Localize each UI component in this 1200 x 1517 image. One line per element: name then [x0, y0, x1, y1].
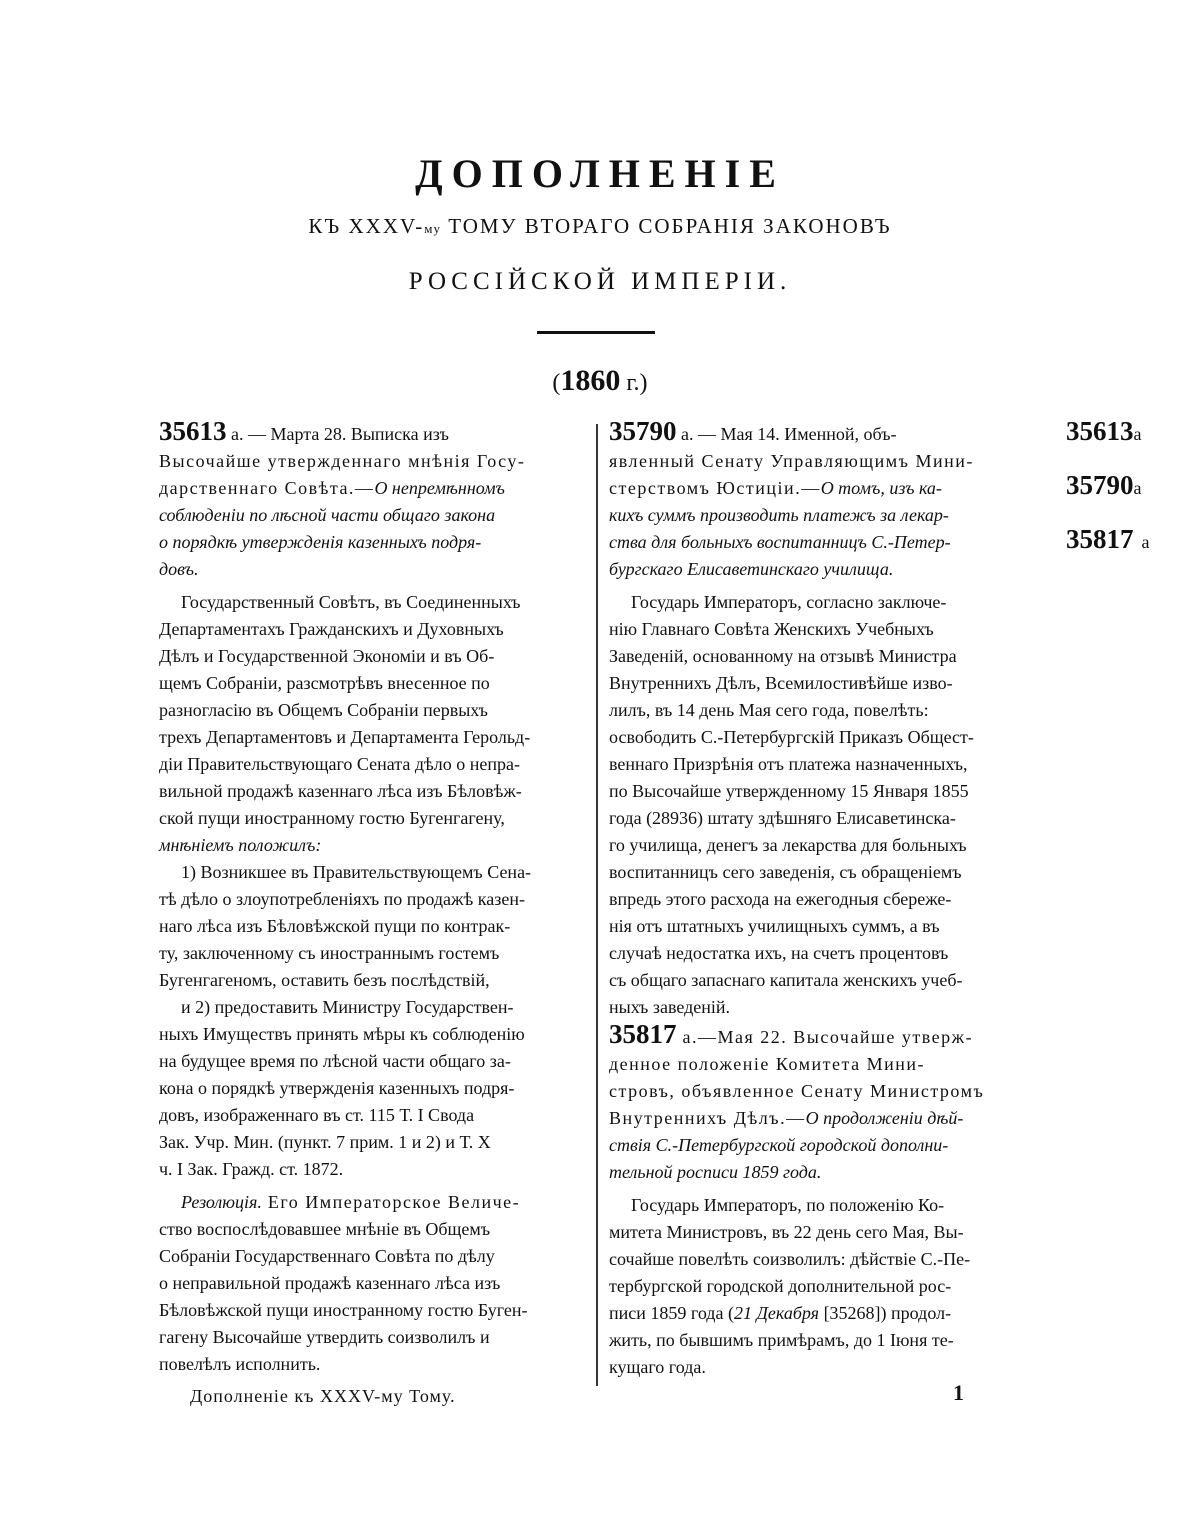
document-subtitle-empire: РОССІЙСКОЙ ИМПЕРІИ. — [408, 268, 792, 295]
column-divider — [596, 424, 598, 1386]
margin-number-35790 — [1066, 470, 1142, 501]
entry-35613-line-3 — [159, 475, 585, 502]
para-line: наго лѣса изъ Бѣловѣжской пущи по контрак- — [159, 916, 511, 936]
para-line: ныхъ Имуществъ принять мѣры къ соблюденію — [159, 1024, 525, 1044]
entry-35790-line-4: кихъ суммъ производить платежъ за лекар- — [609, 505, 949, 525]
para-line: сочайше повелѣть соизволилъ: дѣйствіе С.-Пе- — [609, 1249, 971, 1269]
para-line: веннаго Призрѣнія отъ платежа назначенныхъ, — [609, 754, 968, 774]
para-line: и 2) предоставить Министру Государствен- — [181, 997, 514, 1017]
entry-35613-line-5: о порядкѣ утвержденія казенныхъ подря- — [159, 532, 482, 552]
entry-35613-line-6: довъ. — [159, 559, 199, 579]
para-line: воспитанницъ сего заведенія, съ обращеніемъ — [609, 862, 962, 882]
para-line — [609, 1300, 1060, 1327]
para-line-last: кущаго года. — [609, 1357, 706, 1377]
para-line: о неправильной продажѣ казеннаго лѣса изъ — [159, 1273, 501, 1293]
resolution-label: Резолюція. — [181, 1192, 262, 1212]
para-line: нія отъ штатныхъ училищныхъ суммъ, а въ — [609, 916, 940, 936]
para-line: кона о порядкѣ утвержденія казенныхъ подря- — [159, 1078, 515, 1098]
para-line: на будущее время по лѣсной части общаго за- — [159, 1051, 511, 1071]
para-line: Собраніи Государственнаго Совѣта по дѣлу — [159, 1246, 495, 1266]
entry-subject-text: О непремѣнномъ — [374, 478, 505, 498]
entry-number: 35613 — [159, 416, 227, 446]
para-line: вильной продажѣ казеннаго лѣса изъ Бѣловѣж- — [159, 781, 522, 801]
entry-35817-line-5: ствія С.-Петербургской городской дополни- — [609, 1135, 949, 1155]
para-line: разногласію въ Общемъ Собраніи первыхъ — [159, 700, 488, 720]
para-line: Государь Императоръ, согласно заключе- — [631, 592, 947, 612]
para-line: жить, по бывшимъ примѣрамъ, до 1 Іюня те- — [609, 1330, 954, 1350]
document-subtitle — [0, 214, 1200, 239]
para-line-last: мнѣніемъ положилъ: — [159, 835, 322, 855]
para-line: освободить С.-Петербургскій Приказъ Общест- — [609, 727, 974, 747]
margin-number-suffix: а — [1141, 532, 1150, 552]
margin-number-35613 — [1066, 416, 1142, 447]
para-line: 1) Возникшее въ Правительствующемъ Сена- — [181, 862, 532, 882]
subtitle-pre: КЪ XXXV- — [308, 214, 425, 238]
para-line: довъ, изображеннаго въ ст. 115 Т. I Свода — [159, 1105, 475, 1125]
entry-heading-text: а. — Марта 28. Выписка изъ — [226, 424, 449, 444]
title-rule — [537, 331, 655, 334]
subtitle-small: му — [424, 221, 441, 236]
year-close: г.) — [620, 370, 648, 396]
para-line-last: ныхъ заведеній. — [609, 997, 731, 1017]
margin-number-value: 35613 — [1066, 416, 1134, 446]
para-line: тербургской городской дополнительной рос- — [609, 1276, 952, 1296]
entry-subject-text: О продолженіи дѣй- — [805, 1108, 964, 1128]
margin-number-value: 35790 — [1066, 470, 1134, 500]
entry-35817-line-6: тельной росписи 1859 года. — [609, 1162, 822, 1182]
entry-35817-line-4 — [609, 1105, 1060, 1132]
subtitle-post: ТОМУ ВТОРАГО СОБРАНІЯ ЗАКОНОВЪ — [440, 214, 892, 238]
margin-number-suffix: а — [1133, 424, 1142, 444]
entry-heading-text: дарственнаго Совѣта.— — [159, 478, 375, 498]
entry-35613-line-1 — [159, 418, 585, 448]
para-line: съ общаго запаснаго капитала женскихъ учеб- — [609, 970, 963, 990]
entry-35613-line-2: Высочайше утвержденнаго мнѣнія Госу- — [159, 451, 526, 471]
para-line: Зак. Учр. Мин. (пункт. 7 прим. 1 и 2) и Т. X — [159, 1132, 491, 1152]
entry-35790-line-5: ства для больныхъ воспитанницъ С.-Петер- — [609, 532, 951, 552]
para-line: Департаментахъ Гражданскихъ и Духовныхъ — [159, 619, 504, 639]
para-text: [35268]) продол- — [819, 1303, 952, 1323]
para-line: ту, заключенному съ иностраннымъ гостемъ — [159, 943, 500, 963]
para-text: писи 1859 года ( — [609, 1303, 734, 1323]
para-line: щемъ Собраніи, разсмотрѣвъ внесенное по — [159, 673, 490, 693]
margin-number-suffix: а — [1133, 478, 1142, 498]
para-line-last: Бугенгагеномъ, оставить безъ послѣдствій, — [159, 970, 490, 990]
page-number: 1 — [953, 1380, 964, 1405]
entry-heading-text: а. — Мая 14. Именной, объ- — [676, 424, 897, 444]
entry-35613-line-4: соблюденіи по лѣсной части общаго закона — [159, 505, 496, 525]
para-line: трехъ Департаментовъ и Департамента Герольд- — [159, 727, 531, 747]
para-line: Государь Императоръ, по положенію Ко- — [631, 1195, 945, 1215]
para-line: Государственный Совѣтъ, въ Соединенныхъ — [181, 592, 521, 612]
entry-number: 35790 — [609, 416, 677, 446]
entry-35790-line-6: бургскаго Елисаветинскаго училища. — [609, 559, 894, 579]
para-line: ской пущи иностранному гостю Бугенгагену, — [159, 808, 505, 828]
para-line-last: повелѣлъ исполнить. — [159, 1354, 321, 1374]
para-line: нію Главнаго Совѣта Женскихъ Учебныхъ — [609, 619, 934, 639]
entry-35790-line-3 — [609, 475, 1060, 502]
resolution-text: Его Императорское Величе- — [261, 1192, 521, 1212]
entry-35817-line-2: денное положеніе Комитета Мини- — [609, 1054, 925, 1074]
resolution-line-1 — [159, 1189, 585, 1216]
entry-35790-line-1 — [609, 418, 1060, 448]
document-title: ДОПОЛНЕНІЕ — [415, 151, 785, 196]
para-line: Заведеній, основанному на отзывѣ Министра — [609, 646, 957, 666]
para-line: го училища, денегъ за лекарства для больныхъ — [609, 835, 967, 855]
margin-number-35817 — [1066, 524, 1150, 555]
entry-35790-line-2: явленный Сенату Управляющимъ Мини- — [609, 451, 974, 471]
entry-heading-text: стерствомъ Юстиціи.— — [609, 478, 821, 498]
para-line: ство воспослѣдовавшее мнѣніе въ Общемъ — [159, 1219, 491, 1239]
para-line: по Высочайше утвержденному 15 Января 1855 — [609, 781, 969, 801]
para-line: Бѣловѣжской пущи иностранному гостю Буген- — [159, 1300, 528, 1320]
year-heading — [0, 364, 1200, 398]
para-line-last: ч. I Зак. Гражд. ст. 1872. — [159, 1159, 344, 1179]
left-column — [159, 418, 585, 1378]
para-line: случаѣ недостатка ихъ, на счетъ процентовъ — [609, 943, 949, 963]
entry-heading-text: а.—Мая 22. Высочайше утверж- — [676, 1027, 974, 1047]
year-number: 1860 — [560, 364, 621, 397]
para-line: Дѣлъ и Государственной Экономіи и въ Об- — [159, 646, 495, 666]
para-line: впредь этого расхода на ежегодныя сбереже- — [609, 889, 952, 909]
entry-35817-line-1 — [609, 1021, 1060, 1051]
para-line: Внутреннихъ Дѣлъ, Всемилостивѣйше изво- — [609, 673, 953, 693]
para-line: лилъ, въ 14 день Мая сего года, повелѣть: — [609, 700, 929, 720]
para-line: года (28936) штату здѣшняго Елисаветинска- — [609, 808, 956, 828]
entry-35817-line-3: стровъ, объявленное Сенату Министромъ — [609, 1081, 985, 1101]
para-date-text: 21 Декабря — [733, 1303, 820, 1323]
page-footer: Дополненіе къ XXXV-му Тому. — [190, 1386, 456, 1406]
right-column — [609, 418, 1060, 1381]
para-line: тѣ дѣло о злоупотребленіяхъ по продажѣ казен- — [159, 889, 525, 909]
entry-heading-text: Внутреннихъ Дѣлъ.— — [609, 1108, 806, 1128]
para-line: митета Министровъ, въ 22 день сего Мая, Вы- — [609, 1222, 964, 1242]
entry-subject-text: О томъ, изъ ка- — [820, 478, 942, 498]
year-open: ( — [552, 370, 561, 396]
entry-number: 35817 — [609, 1019, 677, 1049]
para-line: діи Правительствующаго Сената дѣло о непра- — [159, 754, 521, 774]
margin-number-value: 35817 — [1066, 524, 1134, 554]
para-line: гагену Высочайше утвердить соизволилъ и — [159, 1327, 490, 1347]
